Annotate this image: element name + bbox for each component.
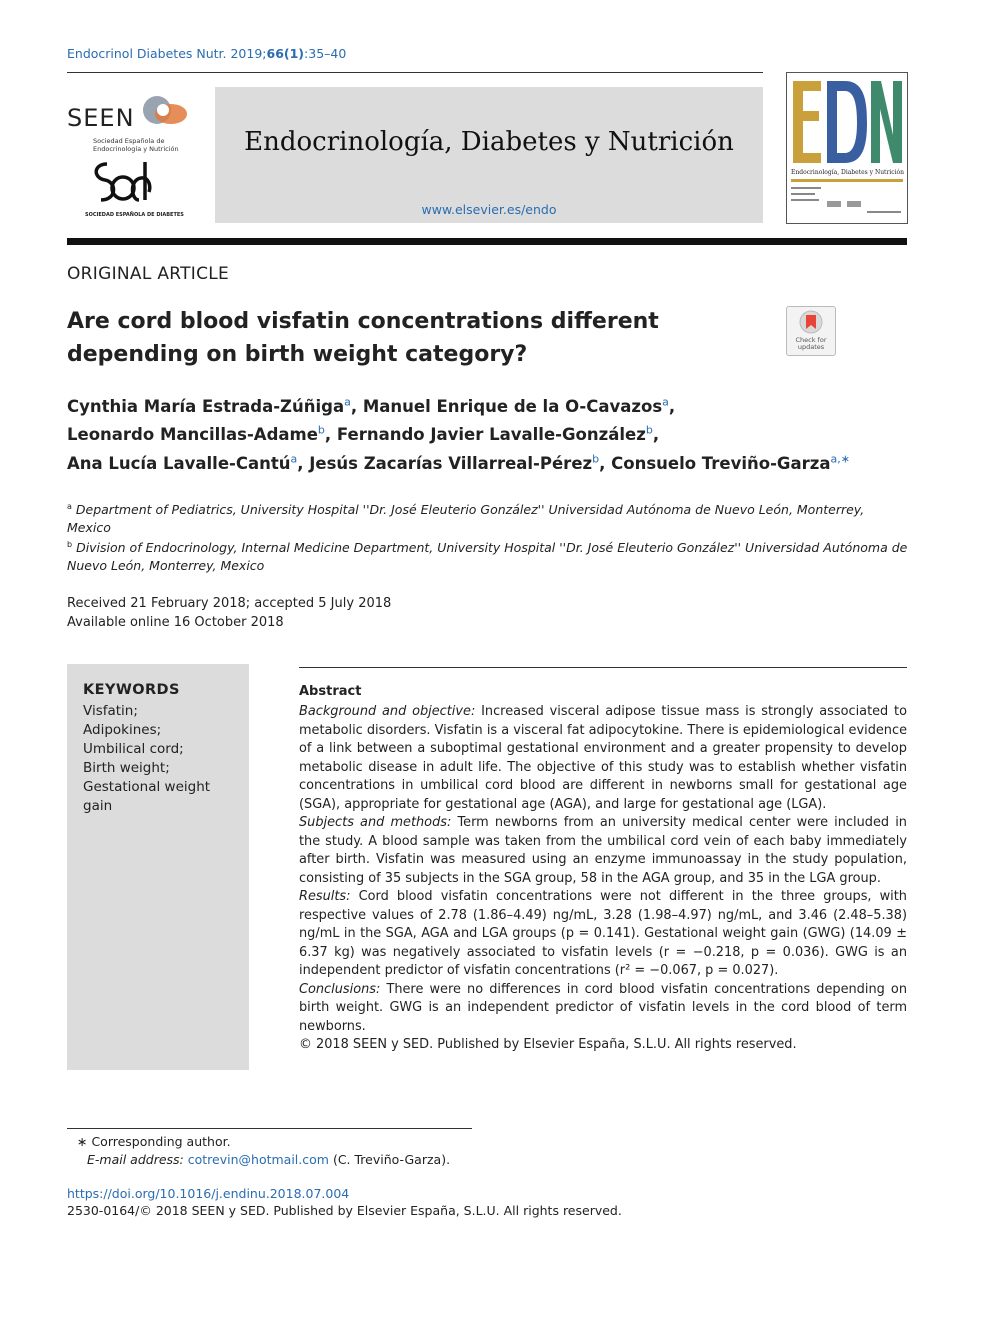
keywords-box	[67, 664, 249, 1070]
author[interactable]: Manuel Enrique de la O-Cavazos$^a$,	[362, 395, 676, 416]
keyword-item: Adipokines;	[83, 722, 162, 738]
abstract-body	[299, 703, 907, 1055]
affiliation-marker[interactable]: b	[592, 452, 600, 465]
abstract-heading: Abstract	[299, 684, 362, 699]
affiliation-marker[interactable]: a	[344, 395, 351, 408]
abstract-conclusions: Conclusions: There were no differences in cord blood visfatin concentrations depending on birth weight. GWG is an independent predictor of visfatin levels in the cord blood of term newborns.	[299, 981, 907, 1034]
available-date: Available online 16 October 2018	[67, 615, 284, 630]
header-rule	[67, 72, 763, 73]
keywords-heading: KEYWORDS	[83, 682, 180, 698]
affiliation-marker[interactable]: a	[290, 452, 298, 465]
author[interactable]: Jesús Zacarías Villarreal-Pérez$^b$,	[309, 452, 612, 473]
affiliation-marker[interactable]: a,∗	[830, 452, 850, 465]
affiliation-a: $^a$ Department of Pediatrics, University Hospital ''Dr. José Eleuterio González'' Universidad Autónoma de Nuevo León, Monterrey, Mexico	[67, 502, 865, 536]
journal-banner	[215, 87, 763, 223]
author[interactable]: Cynthia María Estrada-Zúñiga$^a$,	[67, 395, 363, 416]
author[interactable]: Fernando Javier Lavalle-González$^b$,	[336, 423, 660, 444]
check-for-updates-label: Check for updates	[795, 336, 827, 351]
affiliation-marker[interactable]: b	[645, 423, 653, 437]
sed-logo-icon	[89, 156, 159, 208]
article-type: ORIGINAL ARTICLE	[67, 264, 230, 284]
cover-details-graphic	[787, 73, 907, 223]
abstract-results: Results: Cord blood visfatin concentrations were not different in the three groups, with respective values of 2.78 (1.86–4.49) ng/mL, 3.28 (1.98–4.97) ng/mL, and 3.46 (2.48–5.38) ng/mL in the SGA, AGA and LGA groups (p = 0.141). Gestational weight gain (GWG) (14.09 ± 6.37 kg) was negatively associated to visfatin levels (r = −0.218, p = 0.036). GWG is an independent predictor of visfatin concentrations (r² = −0.067, p = 0.027).	[299, 889, 907, 978]
seen-logo-subtitle: Sociedad Española de Endocrinología y Nutrición	[93, 137, 179, 153]
author[interactable]: Leonardo Mancillas-Adame$^b$,	[67, 423, 337, 444]
author[interactable]: Consuelo Treviño-Garza$^{a,∗}$	[611, 452, 850, 473]
masthead-rule	[67, 238, 907, 245]
journal-url-link[interactable]: www.elsevier.es/endo	[421, 202, 557, 217]
sed-logo-subtitle: SOCIEDAD ESPAÑOLA DE DIABETES	[85, 212, 184, 218]
abstract-background: Background and objective: Increased visceral adipose tissue mass is strongly associated to metabolic disorders. Visfatin is a visceral fat adipocytokine. There is epidemiological evidence of a link between a suboptimal gestational environment and a greater propensity to develop metabolic disease in adult life. The objective of this study was to establish whether visfatin concentrations in umbilical cord blood are different in newborns small for gestational age (SGA), appropriate for gestational age (AGA), and large for gestational age (LGA).	[299, 704, 908, 812]
seen-swirl-icon	[133, 88, 193, 138]
seen-logo-text: SEEN	[67, 104, 135, 132]
journal-citation[interactable]: Endocrinol Diabetes Nutr. 2019;66(1):35–40	[67, 46, 347, 61]
doi-link[interactable]: https://doi.org/10.1016/j.endinu.2018.07.004	[67, 1186, 350, 1201]
affiliation-marker[interactable]: a	[662, 395, 669, 408]
issn-copyright: 2530-0164/© 2018 SEEN y SED. Published by Elsevier España, S.L.U. All rights reserved.	[67, 1203, 622, 1218]
journal-cover[interactable]	[786, 72, 908, 224]
author-list	[67, 390, 917, 476]
bookmark-icon	[787, 307, 835, 339]
abstract-methods: Subjects and methods: Term newborns from an university medical center were included in the study. A blood sample was taken from the umbilical cord vein of each baby immediately after birth. Visfatin was measured using an enzyme immunoassay in the study population, consisting of 35 subjects in the SGA group, 58 in the AGA group, and 35 in the LGA group.	[299, 815, 907, 886]
journal-name: Endocrinología, Diabetes y Nutrición	[244, 127, 734, 157]
society-logos	[67, 90, 207, 225]
author[interactable]: Ana Lucía Lavalle-Cantú$^a$,	[67, 452, 310, 473]
keyword-item: Umbilical cord;	[83, 741, 184, 757]
check-for-updates-button[interactable]	[786, 306, 836, 356]
keyword-item: Birth weight;	[83, 760, 170, 776]
abstract-rule	[299, 667, 907, 668]
keywords-list	[83, 702, 233, 816]
keyword-item: Visfatin;	[83, 703, 138, 719]
article-title: Are cord blood visfatin concentrations different depending on birth weight category?	[67, 309, 659, 367]
article-dates	[67, 594, 391, 632]
footnote-rule	[67, 1128, 472, 1129]
abstract-copyright: © 2018 SEEN y SED. Published by Elsevier España, S.L.U. All rights reserved.	[299, 1037, 797, 1052]
affiliation-marker[interactable]: b	[317, 423, 325, 437]
received-date: Received 21 February 2018; accepted 5 July 2018	[67, 596, 392, 611]
corresponding-author-note: ∗ Corresponding author. E-mail address: cotrevin@hotmail.com (C. Treviño-Garza).	[77, 1134, 451, 1167]
email-link[interactable]: cotrevin@hotmail.com	[187, 1152, 329, 1167]
cover-title: Endocrinología, Diabetes y Nutrición	[791, 169, 905, 176]
keyword-item: Gestational weight gain	[83, 779, 211, 814]
affiliation-b: $^b$ Division of Endocrinology, Internal Medicine Department, University Hospital ''Dr. José Eleuterio González'' Universidad Autónoma de Nuevo León, Monterrey, Mexico	[67, 540, 908, 574]
